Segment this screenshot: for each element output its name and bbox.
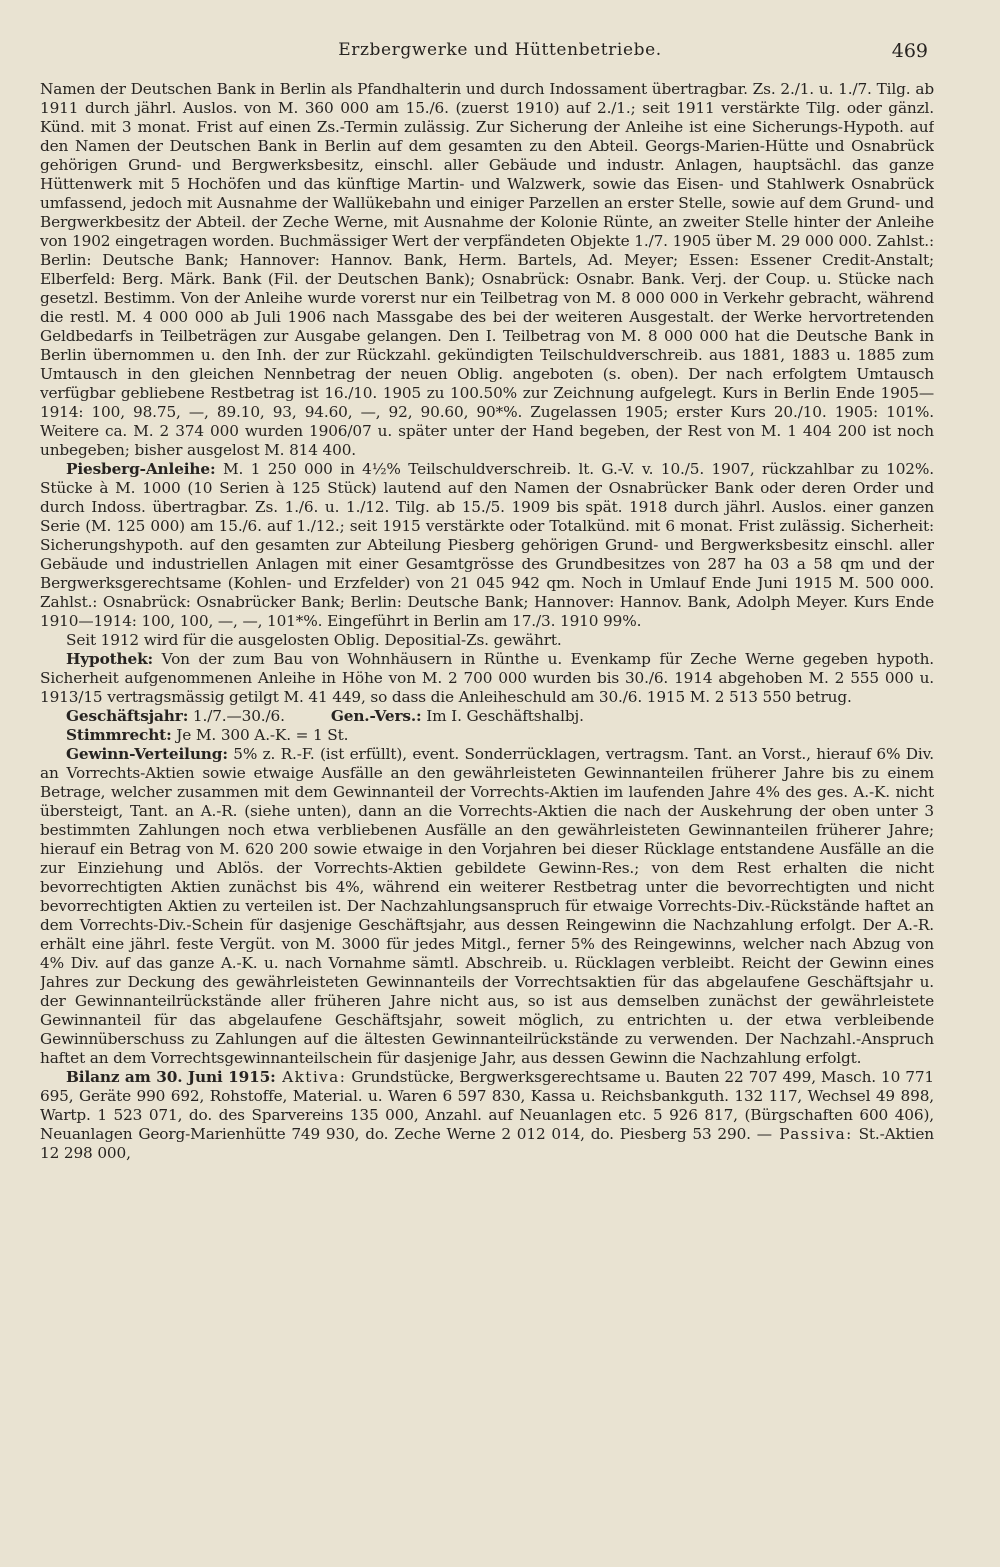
paragraph-hypothek bbox=[40, 650, 934, 707]
bilanz-passiva-text: St.-Aktien 12 298 000, bbox=[40, 1125, 934, 1162]
paragraph-geschaeftsjahr bbox=[40, 707, 934, 726]
section-label-stimmrecht: Stimmrecht: bbox=[66, 726, 172, 744]
paragraph-depositial-interest: Seit 1912 wird für die ausgelosten Oblig. Depositial-Zs. gewährt. bbox=[66, 631, 562, 649]
section-label-piesberg: Piesberg-Anleihe: bbox=[66, 460, 216, 478]
bilanz-aktiva-text: Grundstücke, Bergwerksgerechtsame u. Bauten 22 707 499, Masch. 10 771 695, Geräte 990 692, Rohstoffe, Material. u. Waren 6 597 830, Kassa u. Reichsbankguth. 132 117, Wechsel 49 898, Wartp. 1 523 071, do. des Sparvereins 135 000, Anzahl. auf Neuanlagen etc. 5 926 817, (Bürgschaften 600 406), Neuanlagen Georg-Marienhütte 749 930, do. Zeche Werne 2 012 014, do. Piesberg 53 290. — bbox=[40, 1068, 934, 1143]
running-title: Erzbergwerke und Hüttenbetriebe. bbox=[338, 40, 662, 60]
paragraph-piesberg-anleihe bbox=[40, 460, 934, 631]
paragraph-gewinn-verteilung bbox=[40, 745, 934, 1068]
paragraph-bond-terms: Namen der Deutschen Bank in Berlin als Pfandhalterin und durch Indossament übertragbar. Zs. 2./1. u. 1./7. Tilg. ab 1911 durch jährl. Auslos. von M. 360 000 am 15./6. (zuerst 1910) auf 2./1.; seit 1911 verstärkte Tilg. oder gänzl. Künd. mit 3 monat. Frist auf einen Zs.-Termin zulässig. Zur Sicherung der Anleihe ist eine Sicherungs-Hypoth. auf den Namen der Deutschen Bank in Berlin auf dem gesamten zu den Abteil. Georgs-Marien-Hütte und Osnabrück gehörigen Grund- und Bergwerksbesitz, einschl. aller Gebäude und industr. Anlagen, hauptsächl. das ganze Hüttenwerk mit 5 Hochöfen und das künftige Martin- und Walzwerk, sowie das Eisen- und Stahlwerk Osnabrück umfassend, jedoch mit Ausnahme der Wallükebahn und einiger Parzellen an erster Stelle, sowie auf dem Grund- und Bergwerkbesitz der Abteil. der Zeche Werne, mit Ausnahme der Kolonie Rünte, an zweiter Stelle hinter der Anleihe von 1902 eingetragen worden. Buchmässiger Wert der verpfändeten Objekte 1./7. 1905 über M. 29 000 000. Zahlst.: Berlin: Deutsche Bank; Hannover: Hannov. Bank, Herm. Bartels, Ad. Meyer; Essen: Essener Credit-Anstalt; Elberfeld: Berg. Märk. Bank (Fil. der Deutschen Bank); Osnabrück: Osnabr. Bank. Verj. der Coup. u. Stücke nach gesetzl. Bestimm. Von der Anleihe wurde vorerst nur ein Teilbetrag von M. 8 000 000 in Verkehr gebracht, während die restl. M. 4 000 000 ab Juli 1906 nach Massgabe des bei der weiteren Ausgestalt. der Werke hervortretenden Geldbedarfs in Teilbeträgen zur Ausgabe gelangen. Den I. Teilbetrag von M. 8 000 000 hat die Deutsche Bank in Berlin übernommen u. den Inh. der zur Rückzahl. gekündigten Teilschuldverschreib. aus 1881, 1883 u. 1885 zum Umtausch in den gleichen Nennbetrag der neuen Oblig. angeboten (s. oben). Der nach erfolgtem Umtausch verfügbar gebliebene Restbetrag ist 16./10. 1905 zu 100.50% zur Zeichnung aufgelegt. Kurs in Berlin Ende 1905—1914: 100, 98.75, —, 89.10, 93, 94.60, —, 92, 90.60, 90*%. Zugelassen 1905; erster Kurs 20./10. 1905: 101%. Weitere ca. M. 2 374 000 wurden 1906/07 u. später unter der Hand begeben, der Rest von M. 1 404 200 ist noch unbegeben; bisher ausgelost M. 814 400. bbox=[40, 80, 934, 459]
stimmrecht-text: Je M. 300 A.-K. = 1 St. bbox=[171, 726, 349, 744]
geschaeftsjahr-text: 1./7.—30./6. bbox=[188, 707, 285, 725]
paragraph-bilanz bbox=[40, 1068, 934, 1163]
piesberg-text: M. 1 250 000 in 4½% Teilschuldverschreib. lt. G.-V. v. 10./5. 1907, rückzahlbar zu 102%. Stücke à M. 1000 (10 Serien à 125 Stück) lautend auf den Namen der Osnabrücker Bank oder deren Order und durch Indoss. übertragbar. Zs. 1./6. u. 1./12. Tilg. ab 15./5. 1909 bis spät. 1918 durch jährl. Auslos. einer ganzen Serie (M. 125 000) am 15./6. auf 1./12.; seit 1915 verstärkte oder Totalkünd. mit 6 monat. Frist zulässig. Sicherheit: Sicherungshypoth. auf den gesamten zur Abteilung Piesberg gehörigen Grund- und Bergwerksbesitz einschl. aller Gebäude und industriellen Anlagen mit einer Gesamtgrösse des Grundbesitzes von 287 ha 03 a 58 qm und der Bergwerksgerechtsame (Kohlen- und Erzfelder) von 21 045 942 qm. Noch in Umlauf Ende Juni 1915 M. 500 000. Zahlst.: Osnabrück: Osnabrücker Bank; Berlin: Deutsche Bank; Hannover: Hannov. Bank, Adolph Meyer. Kurs Ende 1910—1914: 100, 100, —, —, 101*%. Eingeführt in Berlin am 17./3. 1910 99%. bbox=[40, 460, 934, 630]
gewinn-verteilung-text: 5% z. R.-F. (ist erfüllt), event. Sonderrücklagen, vertragsm. Tant. an Vorst., hierauf 6% Div. an Vorrechts-Aktien sowie etwaige Ausfälle an den gewährleisteten Gewinnanteilen früherer Jahre bis zu einem Betrage, welcher zusammen mit dem Gewinnanteil der Vorrechts-Aktien im laufenden Jahre 4% des ges. A.-K. nicht übersteigt, Tant. an A.-R. (siehe unten), dann an die Vorrechts-Aktien die nach der Auskehrung der oben unter 3 bestimmten Zahlungen noch etwa verbliebenen Ausfälle an den gewährleisteten Gewinnanteilen früherer Jahre; hierauf ein Betrag von M. 620 200 sowie etwaige in den Vorjahren bei dieser Rücklage entstandene Ausfälle an die zur Einziehung und Ablös. der Vorrechts-Aktien gebildete Gewinn-Res.; von dem Rest erhalten die nicht bevorrechtigten Aktien zunächst bis 4%, während ein weiterer Restbetrag unter die bevorrechtigten und nicht bevorrechtigten Aktien zu verteilen ist. Der Nachzahlungsanspruch für etwaige Vorrechts-Div.-Rückstände haftet an dem Vorrechts-Div.-Schein für dasjenige Geschäftsjahr, aus dessen Reingewinn die Nachzahlung erfolgt. Der A.-R. erhält eine jährl. feste Vergüt. von M. 3000 für jedes Mitgl., ferner 5% des Reingewinns, welcher nach Abzug von 4% Div. auf das ganze A.-K. u. nach Vornahme sämtl. Abschreib. u. Rücklagen verbleibt. Reicht der Gewinn eines Jahres zur Deckung des gewährleisteten Gewinnanteils der Vorrechtsaktien für das abgelaufene Geschäftsjahr u. der Gewinnanteilrückstände aller früheren Jahre nicht aus, so ist aus demselben zunächst der gewährleistete Gewinnanteil für das abgelaufene Geschäftsjahr, soweit möglich, zu entrichten u. der etwa verbleibende Gewinnüberschuss zu Zahlungen auf die ältesten Gewinnanteilrückstände zu verwenden. Der Nachzahl.-Anspruch haftet an dem Vorrechtsgewinnanteilschein für dasjenige Jahr, aus dessen Gewinn die Nachzahlung erfolgt. bbox=[40, 745, 934, 1067]
aktiva-label: Aktiva: bbox=[275, 1068, 347, 1086]
section-label-gen-vers: Gen.-Vers.: bbox=[330, 707, 422, 725]
gen-vers-text: Im I. Geschäftshalbj. bbox=[421, 707, 584, 725]
paragraph-stimmrecht bbox=[40, 726, 934, 745]
section-label-geschaeftsjahr: Geschäftsjahr: bbox=[66, 707, 189, 725]
page-number: 469 bbox=[891, 40, 928, 62]
main-text bbox=[40, 80, 934, 1420]
section-label-bilanz: Bilanz am 30. Juni 1915: bbox=[66, 1068, 276, 1086]
section-label-gewinn-verteilung: Gewinn-Verteilung: bbox=[66, 745, 228, 763]
hypothek-text: Von der zum Bau von Wohnhäusern in Rünthe u. Evenkamp für Zeche Werne gegeben hypoth. Sicherheit aufgenommenen Anleihe in Höhe von M. 2 700 000 wurden bis 30./6. 1914 abgehoben M. 2 555 000 u. 1913/15 vertragsmässig getilgt M. 41 449, so dass die Anleiheschuld am 30./6. 1915 M. 2 513 550 betrug. bbox=[40, 650, 934, 706]
passiva-label: Passiva: bbox=[771, 1125, 853, 1143]
running-header bbox=[40, 36, 960, 66]
section-label-hypothek: Hypothek: bbox=[66, 650, 154, 668]
